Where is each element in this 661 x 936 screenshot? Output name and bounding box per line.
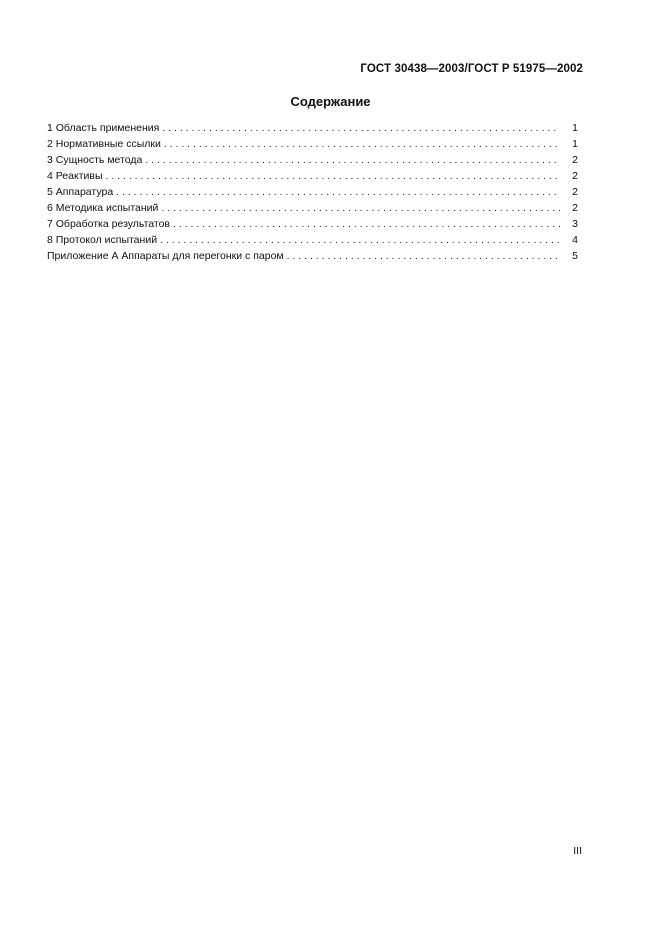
toc-entry-page: 2 (572, 154, 578, 166)
toc-entry-normative-references[interactable] (47, 136, 578, 152)
toc-entry-label: 7 Обработка результатов (47, 218, 170, 230)
toc-entry-results-processing[interactable] (47, 216, 578, 232)
toc-entry-test-report[interactable] (47, 232, 578, 248)
toc-entry-label: 2 Нормативные ссылки (47, 138, 161, 150)
toc-dot-leader (160, 232, 560, 248)
toc-entry-page: 1 (572, 138, 578, 150)
toc-entry-apparatus[interactable] (47, 184, 578, 200)
toc-entry-label: 8 Протокол испытаний (47, 234, 158, 246)
toc-entry-label: Приложение А Аппараты для перегонки с паром (47, 250, 284, 262)
toc-entry-scope[interactable] (47, 120, 578, 136)
toc-entry-appendix-a[interactable] (47, 248, 578, 264)
toc-entry-page: 1 (572, 122, 578, 134)
toc-entry-page: 2 (572, 186, 578, 198)
toc-entry-test-procedure[interactable] (47, 200, 578, 216)
toc-entry-label: 3 Сущность метода (47, 154, 143, 166)
toc-entry-label: 4 Реактивы (47, 170, 103, 182)
toc-entry-page: 2 (572, 170, 578, 182)
page-number: III (573, 845, 582, 857)
toc-title: Содержание (290, 94, 371, 109)
document-standard-code: ГОСТ 30438—2003/ГОСТ Р 51975—2002 (360, 63, 583, 75)
toc-entry-method-essence[interactable] (47, 152, 578, 168)
toc-dot-leader (161, 200, 560, 216)
toc-dot-leader (162, 120, 560, 136)
toc-dot-leader (106, 168, 561, 184)
toc-entry-page: 5 (572, 250, 578, 262)
toc-entry-label: 1 Область применения (47, 122, 160, 134)
toc-entry-label: 6 Методика испытаний (47, 202, 159, 214)
toc-dot-leader (164, 136, 560, 152)
toc-entry-page: 3 (572, 218, 578, 230)
toc-dot-leader (287, 248, 560, 264)
toc-entry-page: 4 (572, 234, 578, 246)
toc-dot-leader (116, 184, 560, 200)
toc-entry-page: 2 (572, 202, 578, 214)
toc-entry-label: 5 Аппаратура (47, 186, 114, 198)
toc-entry-reagents[interactable] (47, 168, 578, 184)
toc-dot-leader (173, 216, 560, 232)
toc-dot-leader (145, 152, 560, 168)
table-of-contents (47, 120, 578, 264)
